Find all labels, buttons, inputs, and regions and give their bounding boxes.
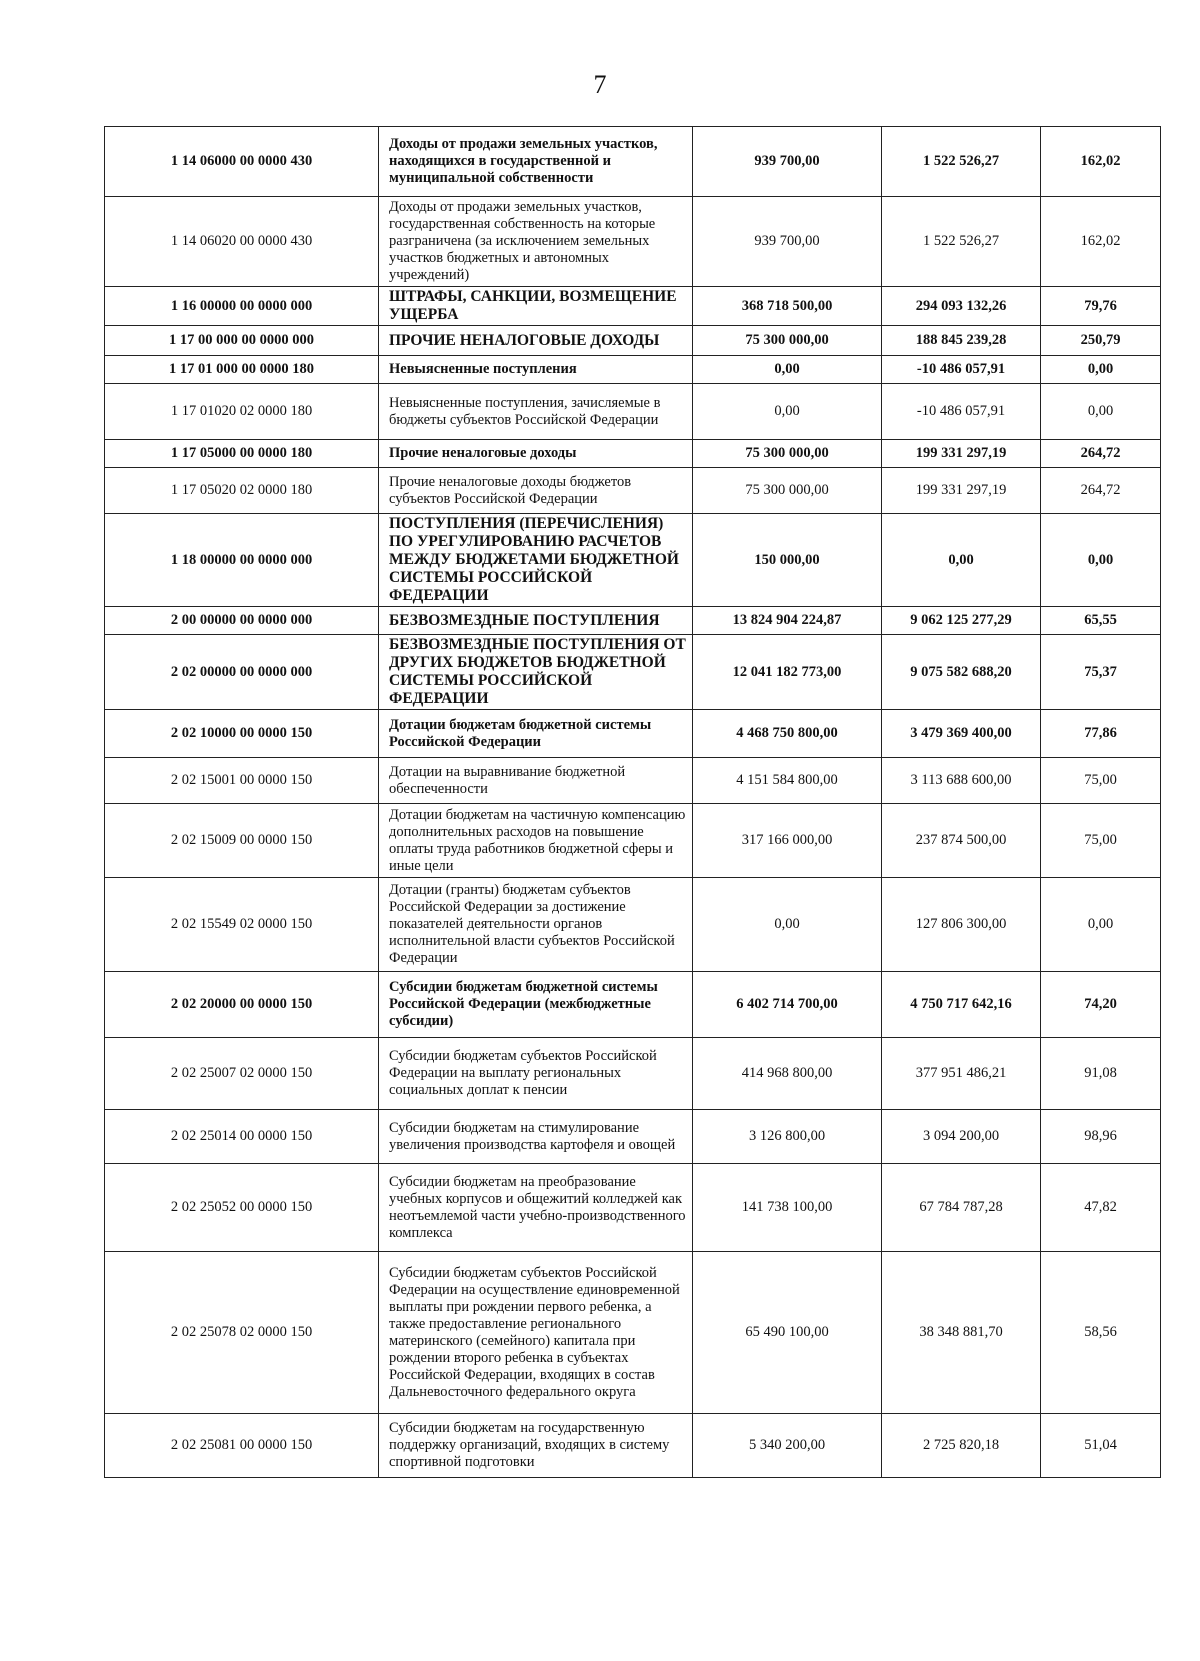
percent-cell: 162,02 (1041, 127, 1161, 197)
description-cell: Дотации бюджетам бюджетной системы Российской Федерации (379, 710, 693, 758)
table-row (105, 972, 1161, 1038)
description-cell: Субсидии бюджетам субъектов Российской Федерации на выплату региональных социальных доплат к пенсии (379, 1038, 693, 1110)
budget-code-cell: 2 02 25007 02 0000 150 (105, 1038, 379, 1110)
description-cell: БЕЗВОЗМЕЗДНЫЕ ПОСТУПЛЕНИЯ ОТ ДРУГИХ БЮДЖЕТОВ БЮДЖЕТНОЙ СИСТЕМЫ РОССИЙСКОЙ ФЕДЕРАЦИИ (379, 635, 693, 710)
actual-amount-cell: 67 784 787,28 (882, 1164, 1041, 1252)
actual-amount-cell: 1 522 526,27 (882, 127, 1041, 197)
plan-amount-cell: 13 824 904 224,87 (693, 607, 882, 635)
actual-amount-cell: 3 094 200,00 (882, 1110, 1041, 1164)
percent-cell: 77,86 (1041, 710, 1161, 758)
budget-code-cell: 2 02 15549 02 0000 150 (105, 878, 379, 972)
plan-amount-cell: 5 340 200,00 (693, 1414, 882, 1478)
description-cell: ПРОЧИЕ НЕНАЛОГОВЫЕ ДОХОДЫ (379, 326, 693, 356)
plan-amount-cell: 75 300 000,00 (693, 440, 882, 468)
percent-cell: 250,79 (1041, 326, 1161, 356)
actual-amount-cell: 3 113 688 600,00 (882, 758, 1041, 804)
description-cell: Субсидии бюджетам на государственную поддержку организаций, входящих в систему спортивной подготовки (379, 1414, 693, 1478)
actual-amount-cell: 0,00 (882, 514, 1041, 607)
description-cell: Доходы от продажи земельных участков, государственная собственность на которые разграничена (за исключением земельных участков бюджетных и автономных учреждений) (379, 197, 693, 287)
plan-amount-cell: 0,00 (693, 384, 882, 440)
plan-amount-cell: 4 151 584 800,00 (693, 758, 882, 804)
budget-code-cell: 1 17 05020 02 0000 180 (105, 468, 379, 514)
description-cell: Дотации бюджетам на частичную компенсацию дополнительных расходов на повышение оплаты труда работников бюджетной сферы и иные цели (379, 804, 693, 878)
percent-cell: 79,76 (1041, 287, 1161, 326)
percent-cell: 0,00 (1041, 356, 1161, 384)
percent-cell: 0,00 (1041, 384, 1161, 440)
description-cell: ПОСТУПЛЕНИЯ (ПЕРЕЧИСЛЕНИЯ) ПО УРЕГУЛИРОВАНИЮ РАСЧЕТОВ МЕЖДУ БЮДЖЕТАМИ БЮДЖЕТНОЙ СИСТЕМЫ РОССИЙСКОЙ ФЕДЕРАЦИИ (379, 514, 693, 607)
table-row (105, 127, 1161, 197)
budget-code-cell: 2 02 20000 00 0000 150 (105, 972, 379, 1038)
description-cell: Невыясненные поступления (379, 356, 693, 384)
table-row (105, 1038, 1161, 1110)
percent-cell: 47,82 (1041, 1164, 1161, 1252)
budget-code-cell: 2 02 25081 00 0000 150 (105, 1414, 379, 1478)
budget-code-cell: 1 14 06000 00 0000 430 (105, 127, 379, 197)
percent-cell: 75,37 (1041, 635, 1161, 710)
table-row (105, 1164, 1161, 1252)
plan-amount-cell: 939 700,00 (693, 127, 882, 197)
description-cell: ШТРАФЫ, САНКЦИИ, ВОЗМЕЩЕНИЕ УЩЕРБА (379, 287, 693, 326)
plan-amount-cell: 0,00 (693, 356, 882, 384)
percent-cell: 65,55 (1041, 607, 1161, 635)
percent-cell: 58,56 (1041, 1252, 1161, 1414)
table-row (105, 440, 1161, 468)
actual-amount-cell: 4 750 717 642,16 (882, 972, 1041, 1038)
actual-amount-cell: 3 479 369 400,00 (882, 710, 1041, 758)
budget-code-cell: 1 17 00 000 00 0000 000 (105, 326, 379, 356)
table-row (105, 878, 1161, 972)
description-cell: Дотации на выравнивание бюджетной обеспеченности (379, 758, 693, 804)
actual-amount-cell: 9 062 125 277,29 (882, 607, 1041, 635)
budget-code-cell: 2 02 25052 00 0000 150 (105, 1164, 379, 1252)
plan-amount-cell: 75 300 000,00 (693, 468, 882, 514)
actual-amount-cell: 2 725 820,18 (882, 1414, 1041, 1478)
budget-code-cell: 1 17 05000 00 0000 180 (105, 440, 379, 468)
actual-amount-cell: 199 331 297,19 (882, 440, 1041, 468)
description-cell: Субсидии бюджетам субъектов Российской Федерации на осуществление единовременной выплаты при рождении первого ребенка, а также предоставление регионального материнского (семейного) капитала при рождении второго ребенка в субъектах Российской Федерации, входящих в состав Дальневосточного федерального округа (379, 1252, 693, 1414)
table-row (105, 326, 1161, 356)
plan-amount-cell: 75 300 000,00 (693, 326, 882, 356)
description-cell: БЕЗВОЗМЕЗДНЫЕ ПОСТУПЛЕНИЯ (379, 607, 693, 635)
description-cell: Дотации (гранты) бюджетам субъектов Российской Федерации за достижение показателей деятельности органов исполнительной власти субъектов Российской Федерации (379, 878, 693, 972)
percent-cell: 51,04 (1041, 1414, 1161, 1478)
plan-amount-cell: 939 700,00 (693, 197, 882, 287)
actual-amount-cell: -10 486 057,91 (882, 356, 1041, 384)
table-row (105, 197, 1161, 287)
description-cell: Прочие неналоговые доходы (379, 440, 693, 468)
percent-cell: 264,72 (1041, 468, 1161, 514)
budget-table-body (105, 127, 1161, 1478)
table-row (105, 356, 1161, 384)
actual-amount-cell: 188 845 239,28 (882, 326, 1041, 356)
actual-amount-cell: 38 348 881,70 (882, 1252, 1041, 1414)
budget-code-cell: 2 02 00000 00 0000 000 (105, 635, 379, 710)
budget-code-cell: 1 18 00000 00 0000 000 (105, 514, 379, 607)
plan-amount-cell: 141 738 100,00 (693, 1164, 882, 1252)
plan-amount-cell: 4 468 750 800,00 (693, 710, 882, 758)
description-cell: Субсидии бюджетам бюджетной системы Российской Федерации (межбюджетные субсидии) (379, 972, 693, 1038)
percent-cell: 75,00 (1041, 758, 1161, 804)
table-row (105, 384, 1161, 440)
budget-code-cell: 2 02 10000 00 0000 150 (105, 710, 379, 758)
table-row (105, 1110, 1161, 1164)
table-row (105, 758, 1161, 804)
actual-amount-cell: 199 331 297,19 (882, 468, 1041, 514)
plan-amount-cell: 12 041 182 773,00 (693, 635, 882, 710)
table-row (105, 1252, 1161, 1414)
table-row (105, 804, 1161, 878)
page-number: 7 (593, 70, 607, 99)
percent-cell: 91,08 (1041, 1038, 1161, 1110)
table-row (105, 1414, 1161, 1478)
plan-amount-cell: 3 126 800,00 (693, 1110, 882, 1164)
description-cell: Невыясненные поступления, зачисляемые в бюджеты субъектов Российской Федерации (379, 384, 693, 440)
plan-amount-cell: 317 166 000,00 (693, 804, 882, 878)
table-row (105, 468, 1161, 514)
actual-amount-cell: 9 075 582 688,20 (882, 635, 1041, 710)
budget-code-cell: 2 02 15001 00 0000 150 (105, 758, 379, 804)
percent-cell: 74,20 (1041, 972, 1161, 1038)
actual-amount-cell: 377 951 486,21 (882, 1038, 1041, 1110)
plan-amount-cell: 368 718 500,00 (693, 287, 882, 326)
budget-code-cell: 1 16 00000 00 0000 000 (105, 287, 379, 326)
percent-cell: 98,96 (1041, 1110, 1161, 1164)
budget-code-cell: 2 00 00000 00 0000 000 (105, 607, 379, 635)
budget-table (104, 126, 1161, 1478)
percent-cell: 0,00 (1041, 514, 1161, 607)
table-row (105, 514, 1161, 607)
percent-cell: 264,72 (1041, 440, 1161, 468)
table-row (105, 710, 1161, 758)
plan-amount-cell: 414 968 800,00 (693, 1038, 882, 1110)
actual-amount-cell: 1 522 526,27 (882, 197, 1041, 287)
percent-cell: 0,00 (1041, 878, 1161, 972)
table-row (105, 607, 1161, 635)
actual-amount-cell: -10 486 057,91 (882, 384, 1041, 440)
budget-code-cell: 2 02 15009 00 0000 150 (105, 804, 379, 878)
percent-cell: 75,00 (1041, 804, 1161, 878)
plan-amount-cell: 0,00 (693, 878, 882, 972)
table-row (105, 287, 1161, 326)
actual-amount-cell: 237 874 500,00 (882, 804, 1041, 878)
plan-amount-cell: 6 402 714 700,00 (693, 972, 882, 1038)
plan-amount-cell: 150 000,00 (693, 514, 882, 607)
table-row (105, 635, 1161, 710)
description-cell: Субсидии бюджетам на преобразование учебных корпусов и общежитий колледжей как неотъемлемой части учебно-производственного комплекса (379, 1164, 693, 1252)
actual-amount-cell: 127 806 300,00 (882, 878, 1041, 972)
plan-amount-cell: 65 490 100,00 (693, 1252, 882, 1414)
description-cell: Прочие неналоговые доходы бюджетов субъектов Российской Федерации (379, 468, 693, 514)
actual-amount-cell: 294 093 132,26 (882, 287, 1041, 326)
description-cell: Доходы от продажи земельных участков, находящихся в государственной и муниципальной собственности (379, 127, 693, 197)
percent-cell: 162,02 (1041, 197, 1161, 287)
budget-code-cell: 1 17 01020 02 0000 180 (105, 384, 379, 440)
budget-code-cell: 1 17 01 000 00 0000 180 (105, 356, 379, 384)
budget-code-cell: 2 02 25014 00 0000 150 (105, 1110, 379, 1164)
description-cell: Субсидии бюджетам на стимулирование увеличения производства картофеля и овощей (379, 1110, 693, 1164)
budget-code-cell: 1 14 06020 00 0000 430 (105, 197, 379, 287)
budget-code-cell: 2 02 25078 02 0000 150 (105, 1252, 379, 1414)
